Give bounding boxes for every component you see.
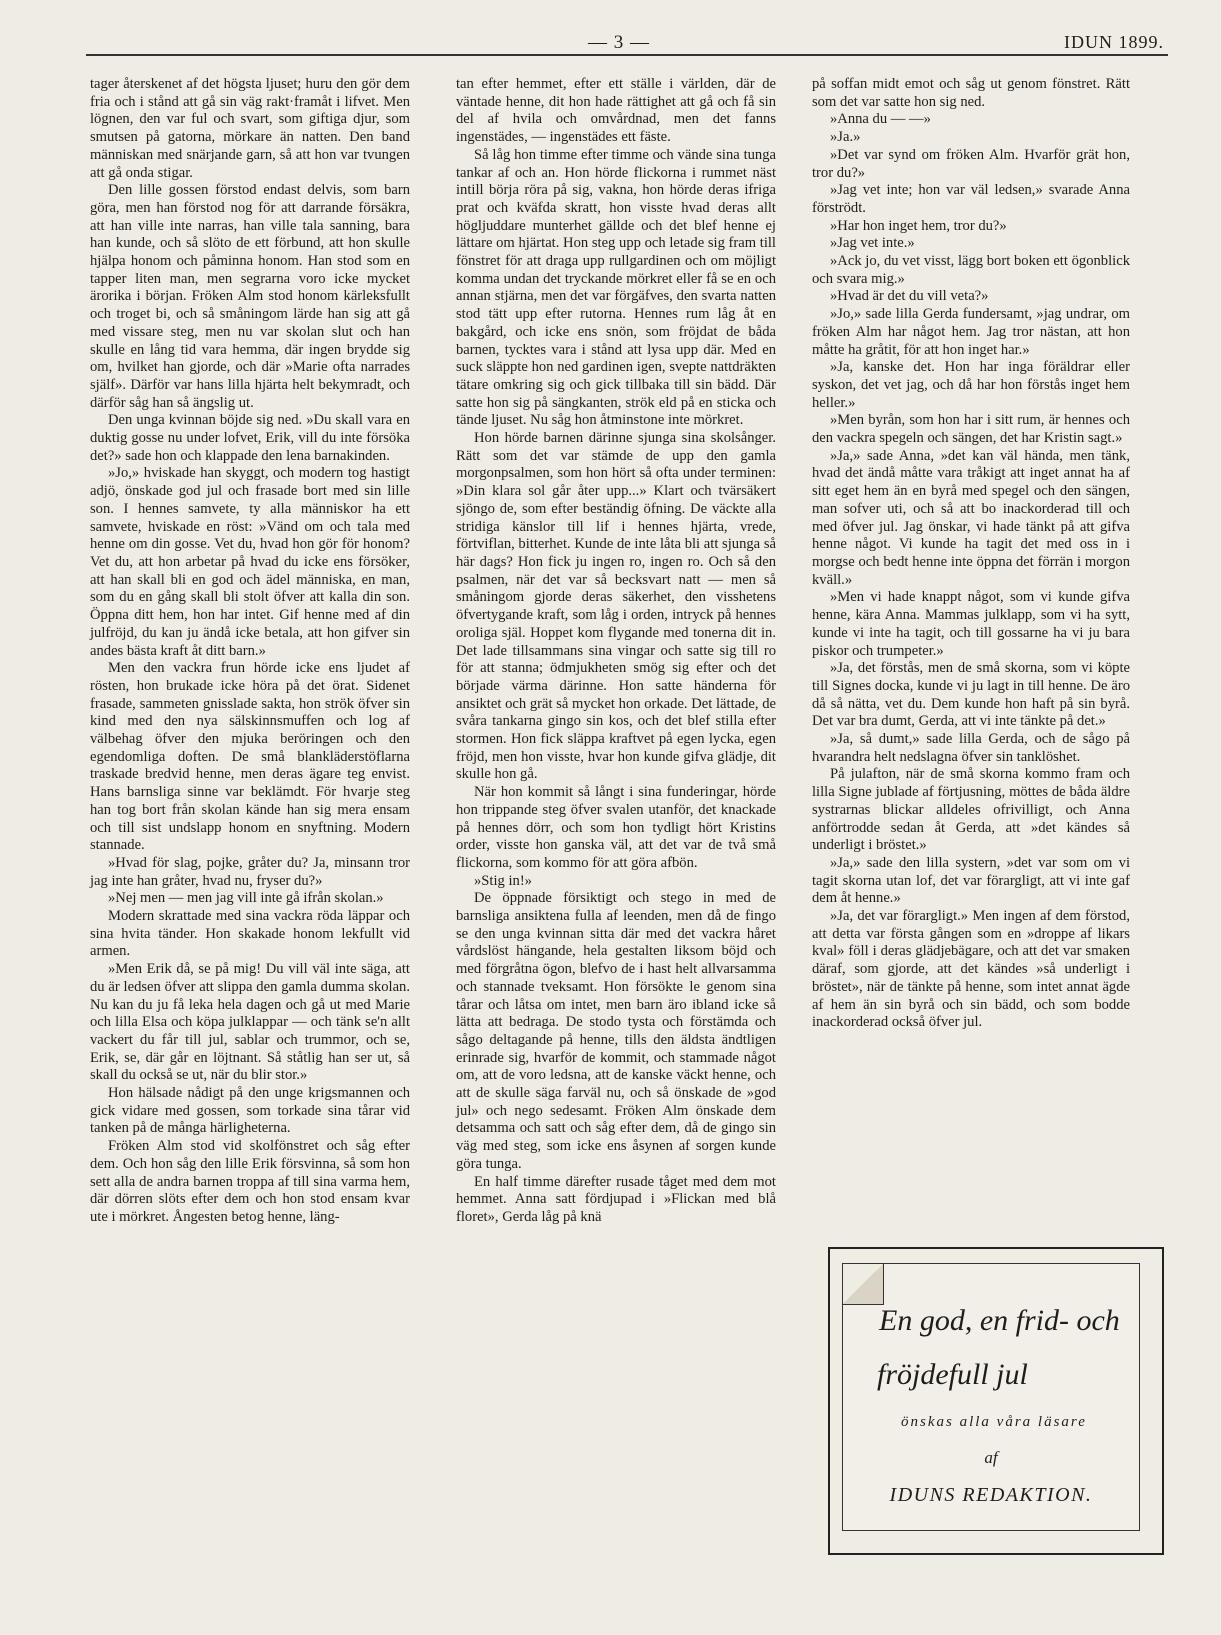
paragraph: Hon hälsade nådigt på den unge krigsmannen och gick vidare med gossen, som torkade sina tårar vid tanken på de många härligheterna.	[90, 1085, 410, 1137]
paragraph: »Anna du — —»	[830, 111, 931, 128]
header-rule	[86, 54, 1168, 56]
paragraph: Men den vackra frun hörde icke ens ljudet af rösten, hon brukade icke höra på det örat. Sidenet frasade, sammeten gnisslade sakta, hon strök öfver sin kind med den nya sälskinnsmuffen och log af välbehag öfver den mjuka beröringen och den egendomliga doften. De små blankläderstöflarna traskade bredvid henne, men deras ägare teg envist. Hans barnsliga sinne var beklämdt. För hvarje steg han tog bort från skolan kände han sig mera ensam och till sist undslapp honom en snyftning. Modern stannade.	[90, 660, 410, 854]
paragraph: »Har hon inget hem, tror du?»	[830, 217, 1007, 234]
christmas-greeting-box	[828, 1247, 1164, 1555]
paragraph: »Nej men — men jag vill inte gå ifrån skolan.»	[108, 890, 384, 907]
paragraph: Den unga kvinnan böjde sig ned. »Du skall vara en duktig gosse nu under lofvet, Erik, vill du inte försöka det?» sade hon och klappade den lena barnakinden.	[90, 412, 410, 464]
greeting-signature: IDUNS REDAKTION.	[889, 1484, 1093, 1506]
paragraph: Hon hörde barnen därinne sjunga sina skolsånger. Rätt som det var stämde de upp den gamla morgonpsalmen, som hon hört så ofta under terminen: »Din klara sol går åter upp...» Klart och tvärsäkert sjöngo de, som efter beständig öfning. De väckte alla stridiga känslor till lif i hennes hjärta, vrede, förtviflan, bitterhet. Kunde de inte låta bli att sjunga så här dags? Hon fick ju ingen ro, ingen ro. Och så den psalmen, när det var så becksvart natt — men så småningom gjorde deras säkerhet, den visshetens öfvertygande kraft, som låg i orden, intryck på hennes oroliga själ. Hoppet kom flygande med tonerna dit in. Det lade tillsammans sina vingar och satte sig till ro för att stanna; ödmjukheten smög sig efter och det började värma därinne. Hon satte händerna för ansiktet och grät så mycket hon orkade. Det lättade, de svåra tankarna gingo sin kos, och det blef stilla efter stormen. Hon fick släppa kraftvet på egen lycka, egen fröjd, men hon visste, hvar hon kunde gifva glädje, dit skulle hon gå.	[456, 430, 776, 783]
paragraph: på soffan midt emot och såg ut genom fönstret. Rätt som det var satte hon sig ned.	[812, 76, 1130, 110]
greeting-line-1: En god, en frid- och	[879, 1304, 1120, 1337]
paragraph: »Ja, kanske det. Hon har inga föräldrar eller syskon, det vet jag, och då har hon förstås inget hem heller.»	[812, 359, 1130, 411]
paragraph: På julafton, när de små skorna kommo fram och lilla Signe jublade af förtjusning, möttes de båda äldre systrarnas blickar alldeles ofrivilligt, och Anna anförtrodde sedan åt Gerda, att »det kändes så underligt i bröstet.»	[812, 766, 1130, 854]
greeting-line-2: fröjdefull jul	[877, 1358, 1028, 1391]
paragraph: »Men Erik då, se på mig! Du vill väl inte säga, att du är ledsen öfver att slippa den gamla dumma skolan. Nu kan du ju få leka hela dagen och gå ut med Marie och lilla Elsa och köpa julklappar — och tänk se'n allt vackert du får till jul, sablar och trummor, och se, Erik, se, där går en löjtnant. Så ståtlig han ser ut, så skall du också se ut, när du blir stor.»	[90, 961, 410, 1084]
paragraph: »Ja,» sade den lilla systern, »det var som om vi tagit skorna utan lof, det var förargligt, att vi inte gaf dem åt henne.»	[812, 854, 1130, 907]
paragraph: tan efter hemmet, efter ett ställe i världen, där de väntade henne, dit hon hade rättighet att gå och få sin del af hvila och omvårdnad, men det fanns ingenstädes, — ingenstädes ett fäste.	[456, 76, 776, 146]
greeting-line-4: af	[984, 1448, 998, 1467]
paragraph: »Det var synd om fröken Alm. Hvarför grät hon, tror du?»	[812, 146, 1130, 181]
paragraph: »Jag vet inte; hon var väl ledsen,» svarade Anna förströdt.	[812, 182, 1130, 216]
paragraph: »Men byrån, som hon har i sitt rum, är hennes och den vackra spegeln och sängen, det har Kristin sagt.»	[812, 412, 1130, 447]
text-column-3	[812, 76, 1130, 1032]
text-column-2	[456, 76, 776, 1227]
page-header	[70, 30, 1168, 56]
greeting-card	[842, 1263, 1140, 1531]
paragraph: »Hvad är det du vill veta?»	[830, 288, 989, 305]
paragraph: Så låg hon timme efter timme och vände sina tunga tankar af och an. Hon hörde flickorna i rummet näst intill börja röra på sig, vakna, hon hörde deras ifriga prat och kväfda skratt, hon visste hvad deras allt högljuddare munterhet gällde och det blef henne ej lättare om hjärtat. Hon steg upp och letade sig fram till fönstret för att draga upp rullgardinen och om möjligt komma undan det tryckande mörkret eller få se en och annan stjärna, men det var förgäfves, den svarta natten stod tätt upp efter rutorna. Hennes rum låg åt en bakgård, och icke ens snön, som fröjdat de båda barnen, tycktes vara i stånd att lysa upp där. Med en suck släppte hon ned gardinen igen, svepte nattdräkten tätare omkring sig och gick tillbaka till sin bädd. Där satte hon sig på sängkanten, strök eld på en sticka och tände ljuset. Nu såg hon åtminstone inte mörkret.	[456, 146, 776, 429]
folded-corner-icon	[843, 1264, 884, 1305]
paragraph: »Ja, så dumt,» sade lilla Gerda, och de sågo på hvarandra helt nedslagna öfver sin tanklöshet.	[812, 731, 1130, 765]
text-column-1	[90, 76, 410, 1227]
paragraph: »Men vi hade knappt något, som vi kunde gifva henne, kära Anna. Mammas julklapp, som vi ha sytt, kunde vi inte ha tagit, och till gossarne ha vi ju bara piskor och trumpeter.»	[812, 589, 1130, 659]
paragraph: Fröken Alm stod vid skolfönstret och såg efter dem. Och hon såg den lille Erik försvinna, så som hon sett alla de andra barnen troppa af till sina varma hem, där dörren slöts efter dem och hon stod ensam kvar ute i mörkret. Ångesten betog henne, läng-	[90, 1138, 410, 1225]
paragraph: »Jag vet inte.»	[830, 235, 915, 252]
paragraph: tager återskenet af det högsta ljuset; huru den gör dem fria och i stånd att gå sin väg rakt·framåt i lifvet. Men lögnen, den var ful och svart, som giftiga djur, som smutsen på gatorna, mörkare än natten. Den band människan med snärjande garn, så att hon var tvungen att gå onda stigar.	[90, 76, 410, 181]
paragraph: »Ja,» sade Anna, »det kan väl hända, men tänk, hvad det ändå måtte vara tråkigt att inget annat ha af sitt eget hem än en byrå med spegel och den sängen, man sofver uti, och så att bo inackorderad till och med öfver jul. Jag önskar, vi hade tänkt på att gifva henne något. Vi kunde ha tagit det med oss in i morgse och bedt henne inte öppna det förrän i morgon kväll.»	[812, 447, 1130, 588]
paragraph: »Jo,» hviskade han skyggt, och modern tog hastigt adjö, önskade god jul och frasade bort med sin lille son. I hennes samvete, ty alla människor ha ett samvete, hviskade en röst: »Vänd om och tala med henne om din gosse. Vet du, hvad hon gör för honom? Vet du, att hon arbetar på hvad du icke ens försöker, att han skall bli en god och ädel människa, en man, som du en gång skall bli stolt öfver att kalla din son. Öppna ditt hem, hon har intet. Gif henne med af din julfröjd, du kan ju ändå icke betala, att hon gifver sin andes bästa kraft åt ditt barn.»	[90, 465, 410, 659]
paragraph: »Stig in!»	[474, 872, 532, 889]
page-number: — 3 —	[588, 32, 650, 53]
paragraph: »Jo,» sade lilla Gerda fundersamt, »jag undrar, om fröken Alm har något hem. Jag tror nästan, att hon måtte ha gråtit, för att hon inget har.»	[812, 306, 1130, 358]
paragraph: »Ja.»	[830, 129, 861, 146]
paragraph: »Ja, det förstås, men de små skorna, som vi köpte till Signes docka, kunde vi ju lagt in till henne. De äro då så nätta, vet du. Dem kunde hon haft på sin byrå. Det var bra dumt, Gerda, att vi inte tänkte på det.»	[812, 660, 1130, 730]
masthead: IDUN 1899.	[1064, 32, 1164, 52]
paragraph: Modern skrattade med sina vackra röda läppar och sina hvita tänder. Hon skakade honom lekfullt vid armen.	[90, 908, 410, 960]
paragraph: De öppnade försiktigt och stego in med de barnsliga ansiktena fulla af leenden, men då de fingo se den unga kvinnan sitta där med det vackra håret vårdslöst hängande, hela gestalten liksom böjd och med förgråtna ögon, blefvo de i hast helt allvarsamma och stannade tveksamt. Hon försökte le genom sina tårar och låtsa om intet, men barn äro ibland icke så lätta att bedraga. De stodo tysta och förstämda och sågo deltagande på henne, tills den äldsta ändtligen erinrade sig, hvarför de kommit, och stammade något om, att de voro ledsna, att de kanske väckt henne, och att de skulle säga farväl nu, och så önskade de »god jul» och nego sedesamt. Fröken Alm önskade dem detsamma och satt och såg efter dem, då de gingo sin väg med steg, som icke ens åsynen af sorgen kunde göra tunga.	[456, 890, 776, 1172]
greeting-line-3: önskas alla våra läsare	[901, 1414, 1087, 1430]
paragraph: »Ja, det var förargligt.» Men ingen af dem förstod, att detta var första gången som en »droppe af likars kval» föll i deras glädjebägare, och att det var smaken däraf, som gjorde, att det kändes »så underligt i bröstet», när de tänkte på henne, som intet annat ägde af hem än sin byrå och sin bädd, och som bodde inackorderad också öfver jul.	[812, 908, 1130, 1031]
paragraph: »Ack jo, du vet visst, lägg bort boken ett ögonblick och svara mig.»	[812, 253, 1130, 287]
paragraph: Den lille gossen förstod endast delvis, som barn göra, men han förstod nog för att darrande försäkra, att han ville inte narras, han ville tala sanning, bara han kunde, och så slöto de ett förbund, att hon skulle hjälpa honom och påminna honom. Han stod som en tapper liten man, men segrarna voro icke mycket ärorika i början. Fröken Alm stod honom kärleksfullt och troget bi, och så småningom lärde han sig att gå med vissare steg, men nu var skolan slut och han skulle en lång tid vara hemma, där ingen brydde sig om, hvilket han gjorde, och där »Marie ofta narrades själf». Därför var hans lilla hjärta helt bekymradt, och därför såg han så ängslig ut.	[90, 182, 410, 411]
paragraph: »Hvad för slag, pojke, gråter du? Ja, minsann tror jag inte han gråter, hvad nu, fryser du?»	[90, 854, 410, 889]
paragraph: När hon kommit så långt i sina funderingar, hörde hon trippande steg öfver svalen utanför, det knackade på hennes dörr, och som hon tydligt hört Kristins order, visste hon ganska väl, att det var de två små flickorna, som kommo för att göra afbön.	[456, 784, 776, 871]
paragraph: En half timme därefter rusade tåget med dem mot hemmet. Anna satt fördjupad i »Flickan med blå floret», Gerda låg på knä	[456, 1173, 776, 1225]
